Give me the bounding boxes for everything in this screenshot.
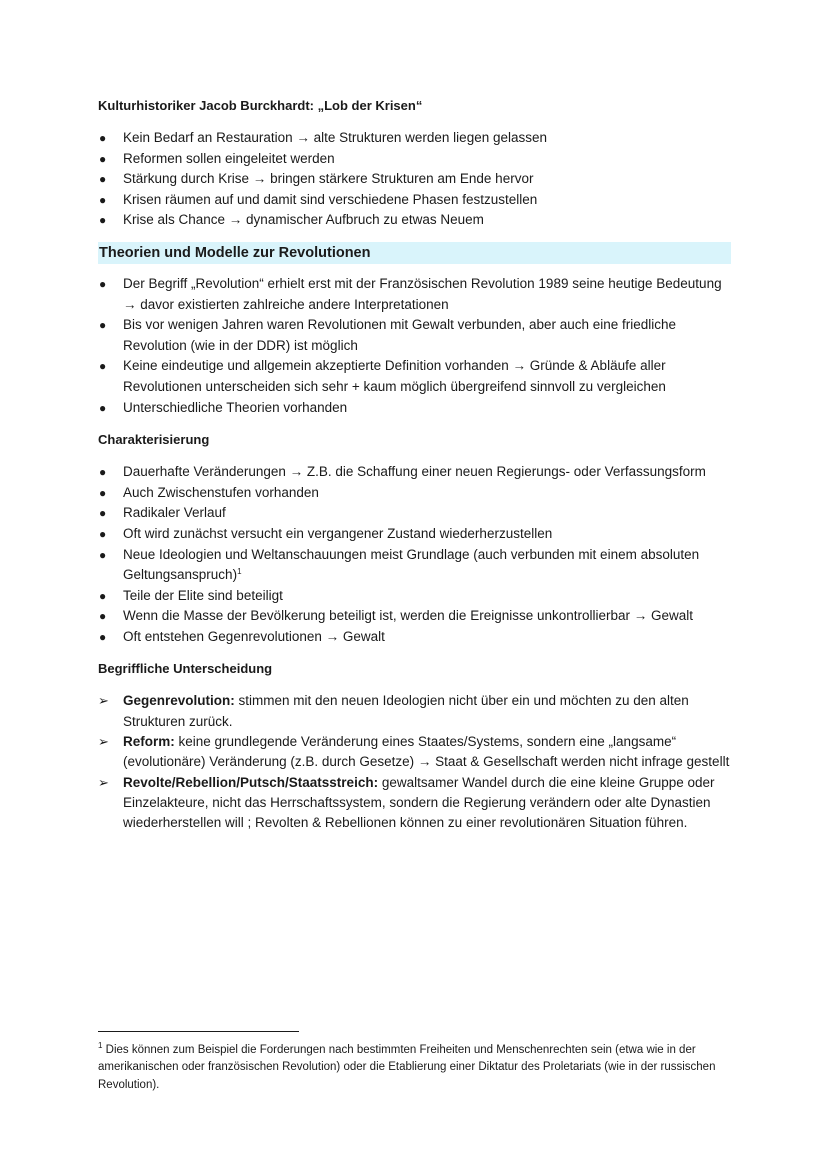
list-item: ● Stärkung durch Krise → bringen stärkere Strukturen am Ende hervor — [98, 169, 738, 190]
arrow-bullet-icon: ➢ — [98, 774, 109, 790]
list-item: ● Bis vor wenigen Jahren waren Revolutionen mit Gewalt verbunden, aber auch eine friedliche Revolution (wie in der DDR) ist möglich — [99, 317, 677, 353]
footnote-text: Dies können zum Beispiel die Forderungen nach bestimmten Freiheiten und Menschenrechten sein (etwa wie in der amerikanischen oder französischen Revolution) oder die Etablierung einer Diktatur des Proletariats (wie in der russischen Revolution). — [98, 1044, 716, 1091]
list-item: ● Auch Zwischenstufen vorhanden — [98, 483, 738, 504]
footnote-divider — [98, 1031, 299, 1032]
arrow-bullet-icon: ➢ — [98, 693, 109, 709]
list-item: ● Kein Bedarf an Restauration → alte Strukturen werden liegen gelassen — [98, 128, 738, 149]
list-item: ● Reformen sollen eingeleitet werden — [98, 149, 738, 170]
bullet-icon: ● — [99, 151, 107, 166]
list-item: ● Teile der Elite sind beteiligt — [98, 586, 738, 607]
theorien-list — [98, 274, 738, 418]
list-item: ● Unterschiedliche Theorien vorhanden — [98, 398, 738, 419]
bullet-icon: ● — [99, 506, 107, 521]
list-item: ➢ Gegenrevolution: stimmen mit den neuen Ideologien nicht über ein und möchten zu den alten Strukturen zurück. — [98, 693, 689, 729]
list-item: ● Oft wird zunächst versucht ein vergangener Zustand wiederherzustellen — [98, 524, 738, 545]
bullet-icon: ● — [99, 213, 107, 228]
bullet-icon: ● — [99, 359, 107, 374]
bullet-icon: ● — [99, 465, 107, 480]
list-item: ● Oft entstehen Gegenrevolutionen → Gewalt — [98, 627, 738, 648]
list-item: ● Radikaler Verlauf — [98, 503, 738, 524]
list-item: ● Neue Ideologien und Weltanschauungen meist Grundlage (auch verbunden mit einem absoluten Geltungsanspruch)$^1$ — [99, 546, 700, 583]
section-heading-begriffliche-unterscheidung: Begriffliche Unterscheidung — [98, 661, 273, 677]
burckhardt-list — [98, 128, 738, 231]
arrow-bullet-icon: ➢ — [98, 734, 109, 750]
list-item: ➢ Reform: keine grundlegende Veränderung eines Staates/Systems, sondern eine „langsame“ (evolutionäre) Veränderung (z.B. durch Gesetze) → Staat & Gesellschaft werden nicht infrage gestellt — [98, 734, 730, 770]
section-heading-charakterisierung: Charakterisierung — [98, 432, 210, 448]
list-item: ● Wenn die Masse der Bevölkerung beteiligt ist, werden die Ereignisse unkontrollierbar → Gewalt — [98, 606, 738, 627]
bullet-icon: ● — [99, 172, 107, 187]
bullet-icon: ● — [99, 400, 107, 415]
bullet-icon: ● — [99, 318, 107, 333]
list-item: ● Krisen räumen auf und damit sind verschiedene Phasen festzustellen — [98, 190, 738, 211]
footnote-marker: 1 — [98, 1041, 103, 1050]
bullet-icon: ● — [99, 629, 107, 644]
bullet-icon: ● — [99, 609, 107, 624]
list-item: ● Dauerhafte Veränderungen → Z.B. die Schaffung einer neuen Regierungs- oder Verfassungsform — [98, 462, 738, 483]
bullet-icon: ● — [99, 276, 107, 291]
list-item: ● Krise als Chance → dynamischer Aufbruch zu etwas Neuem — [98, 210, 738, 231]
footnote — [98, 1042, 738, 1094]
bullet-icon: ● — [99, 192, 107, 207]
bullet-icon: ● — [99, 588, 107, 603]
bullet-icon: ● — [99, 485, 107, 500]
charakterisierung-list — [98, 462, 738, 647]
bullet-icon: ● — [99, 526, 107, 541]
list-item: ● Keine eindeutige und allgemein akzeptierte Definition vorhanden → Gründe & Abläufe aller Revolutionen unterscheiden sich sehr + kaum möglich übergreifend sinnvoll zu vergleichen — [99, 358, 666, 394]
document-body — [98, 97, 738, 834]
list-item: ➢ Revolte/Rebellion/Putsch/Staatsstreich: gewaltsamer Wandel durch die eine kleine Gruppe oder Einzelakteure, nicht das Herrschaftssystem, sondern die Regierung verändern oder alte Dynastien wiederherstellen will ; Revolten & Rebellionen können zu einer revolutionären Situation führen. — [98, 774, 715, 831]
footnote-reference: 1 — [237, 567, 242, 577]
unterscheidung-list — [98, 691, 738, 833]
bullet-icon: ● — [99, 131, 107, 145]
list-item: ● Der Begriff „Revolution“ erhielt erst mit der Französischen Revolution 1989 seine heutige Bedeutung → davor existierten zahlreiche andere Interpretationen — [99, 275, 722, 312]
bullet-icon: ● — [99, 547, 107, 562]
section-heading-burckhardt: Kulturhistoriker Jacob Burckhardt: „Lob der Krisen“ — [98, 98, 423, 113]
section-heading-theorien: Theorien und Modelle zur Revolutionen — [98, 242, 731, 264]
